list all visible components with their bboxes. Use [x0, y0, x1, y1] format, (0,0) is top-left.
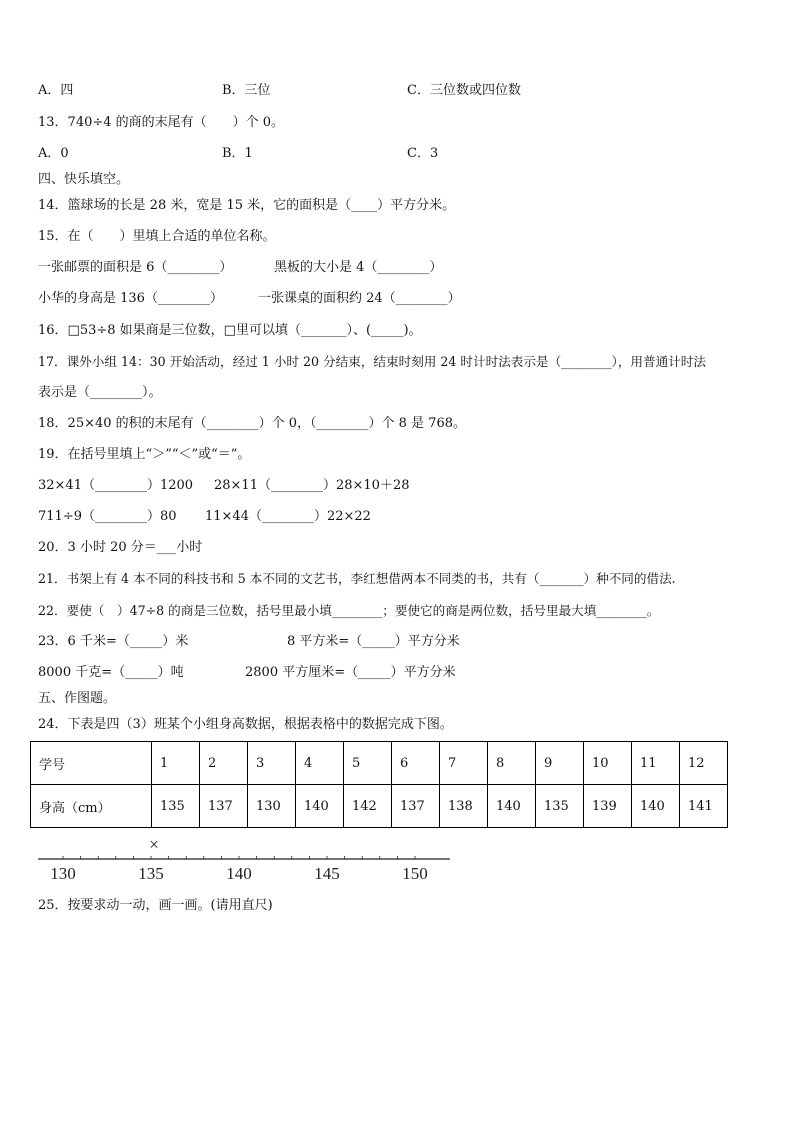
table-cell: 11 — [632, 742, 680, 785]
table-cell: 10 — [584, 742, 632, 785]
section-4-heading: 四、快乐填空。 — [38, 172, 130, 187]
question-15: 15．在（ ）里填上合适的单位名称。 — [38, 229, 276, 244]
table-cell: 9 — [536, 742, 584, 785]
question-21: 21．书架上有 4 本不同的科技书和 5 本不同的文艺书，李红想借两本不同类的书，共有（_______）种不同的借法. — [38, 571, 676, 586]
axis-tick-label: 150 — [402, 864, 428, 883]
table-cell: 140 — [296, 785, 344, 828]
cross-mark: × — [149, 835, 159, 854]
table-cell: 137 — [392, 785, 440, 828]
q13-option-c: C．3 — [407, 146, 439, 161]
question-13: 13．740÷4 的商的末尾有（ ）个 0。 — [38, 115, 285, 130]
table-cell: 2 — [200, 742, 248, 785]
table-cell: 140 — [488, 785, 536, 828]
table-cell: 140 — [632, 785, 680, 828]
table-cell: 139 — [584, 785, 632, 828]
q15-item-a: 一张邮票的面积是 6（________） — [38, 260, 233, 275]
q15-item-d: 一张课桌的面积约 24（________） — [258, 291, 461, 306]
q12-option-b: B．三位 — [222, 83, 271, 98]
table-cell: 137 — [200, 785, 248, 828]
q12-option-c: C．三位数或四位数 — [407, 83, 521, 98]
q23-item-b: 8 平方米=（_____）平方分米 — [287, 634, 460, 649]
table-header-id: 学号 — [31, 742, 152, 785]
table-cell: 135 — [536, 785, 584, 828]
q13-option-b: B．1 — [222, 146, 253, 161]
axis-tick-label: 130 — [50, 864, 76, 883]
table-cell: 135 — [152, 785, 200, 828]
table-cell: 12 — [680, 742, 728, 785]
question-16: 16．□53÷8 如果商是三位数，□里可以填（_______）、(_____)。 — [38, 323, 422, 338]
table-cell: 4 — [296, 742, 344, 785]
question-18: 18．25×40 的积的末尾有（________）个 0，（________）个 8 是 768。 — [38, 416, 467, 431]
q23-item-a: 23．6 千米=（_____）米 — [38, 634, 189, 649]
q23-item-c: 8000 千克=（_____）吨 — [38, 665, 184, 680]
q15-item-c: 小华的身高是 136（________） — [38, 291, 223, 306]
question-19: 19．在括号里填上“＞”“＜”或“＝”。 — [38, 447, 251, 462]
q15-item-b: 黑板的大小是 4（________） — [274, 260, 443, 275]
question-24: 24．下表是四（3）班某个小组身高数据，根据表格中的数据完成下图。 — [38, 717, 453, 732]
table-header-height: 身高（cm） — [31, 785, 152, 828]
table-cell: 7 — [440, 742, 488, 785]
axis-tick-label: 140 — [226, 864, 252, 883]
table-cell: 8 — [488, 742, 536, 785]
q19-item-b: 28×11（________）28×10＋28 — [214, 478, 410, 493]
height-data-table — [30, 741, 728, 828]
question-17-line-2: 表示是（________）。 — [38, 385, 162, 400]
section-5-heading: 五、作图题。 — [38, 691, 117, 706]
table-row-id — [31, 742, 728, 785]
axis-tick-label: 135 — [138, 864, 164, 883]
q13-option-a: A．0 — [38, 146, 69, 161]
table-cell: 141 — [680, 785, 728, 828]
table-cell: 142 — [344, 785, 392, 828]
question-20: 20．3 小时 20 分＝___小时 — [38, 540, 203, 555]
question-22: 22．要使（ ）47÷8 的商是三位数，括号里最小填________；要使它的商是两位数，括号里最大填________。 — [38, 603, 660, 618]
table-cell: 5 — [344, 742, 392, 785]
table-cell: 6 — [392, 742, 440, 785]
table-cell: 1 — [152, 742, 200, 785]
q12-option-a: A．四 — [38, 83, 74, 98]
q19-item-a: 32×41（________）1200 — [38, 478, 194, 493]
q23-item-d: 2800 平方厘米=（_____）平方分米 — [245, 665, 456, 680]
question-25: 25．按要求动一动，画一画。(请用直尺) — [38, 898, 273, 913]
question-17-line-1: 17．课外小组 14：30 开始活动，经过 1 小时 20 分结束，结束时刻用 24 时计时法表示是（________），用普通计时法 — [38, 354, 706, 369]
q19-item-c: 711÷9（________）80 — [38, 509, 177, 524]
axis-tick-label: 145 — [314, 864, 340, 883]
q19-item-d: 11×44（________）22×22 — [205, 509, 371, 524]
number-line — [30, 832, 460, 888]
question-14: 14．篮球场的长是 28 米，宽是 15 米，它的面积是（____）平方分米。 — [38, 198, 456, 213]
table-cell: 130 — [248, 785, 296, 828]
table-cell: 138 — [440, 785, 488, 828]
table-cell: 3 — [248, 742, 296, 785]
table-row-height — [31, 785, 728, 828]
